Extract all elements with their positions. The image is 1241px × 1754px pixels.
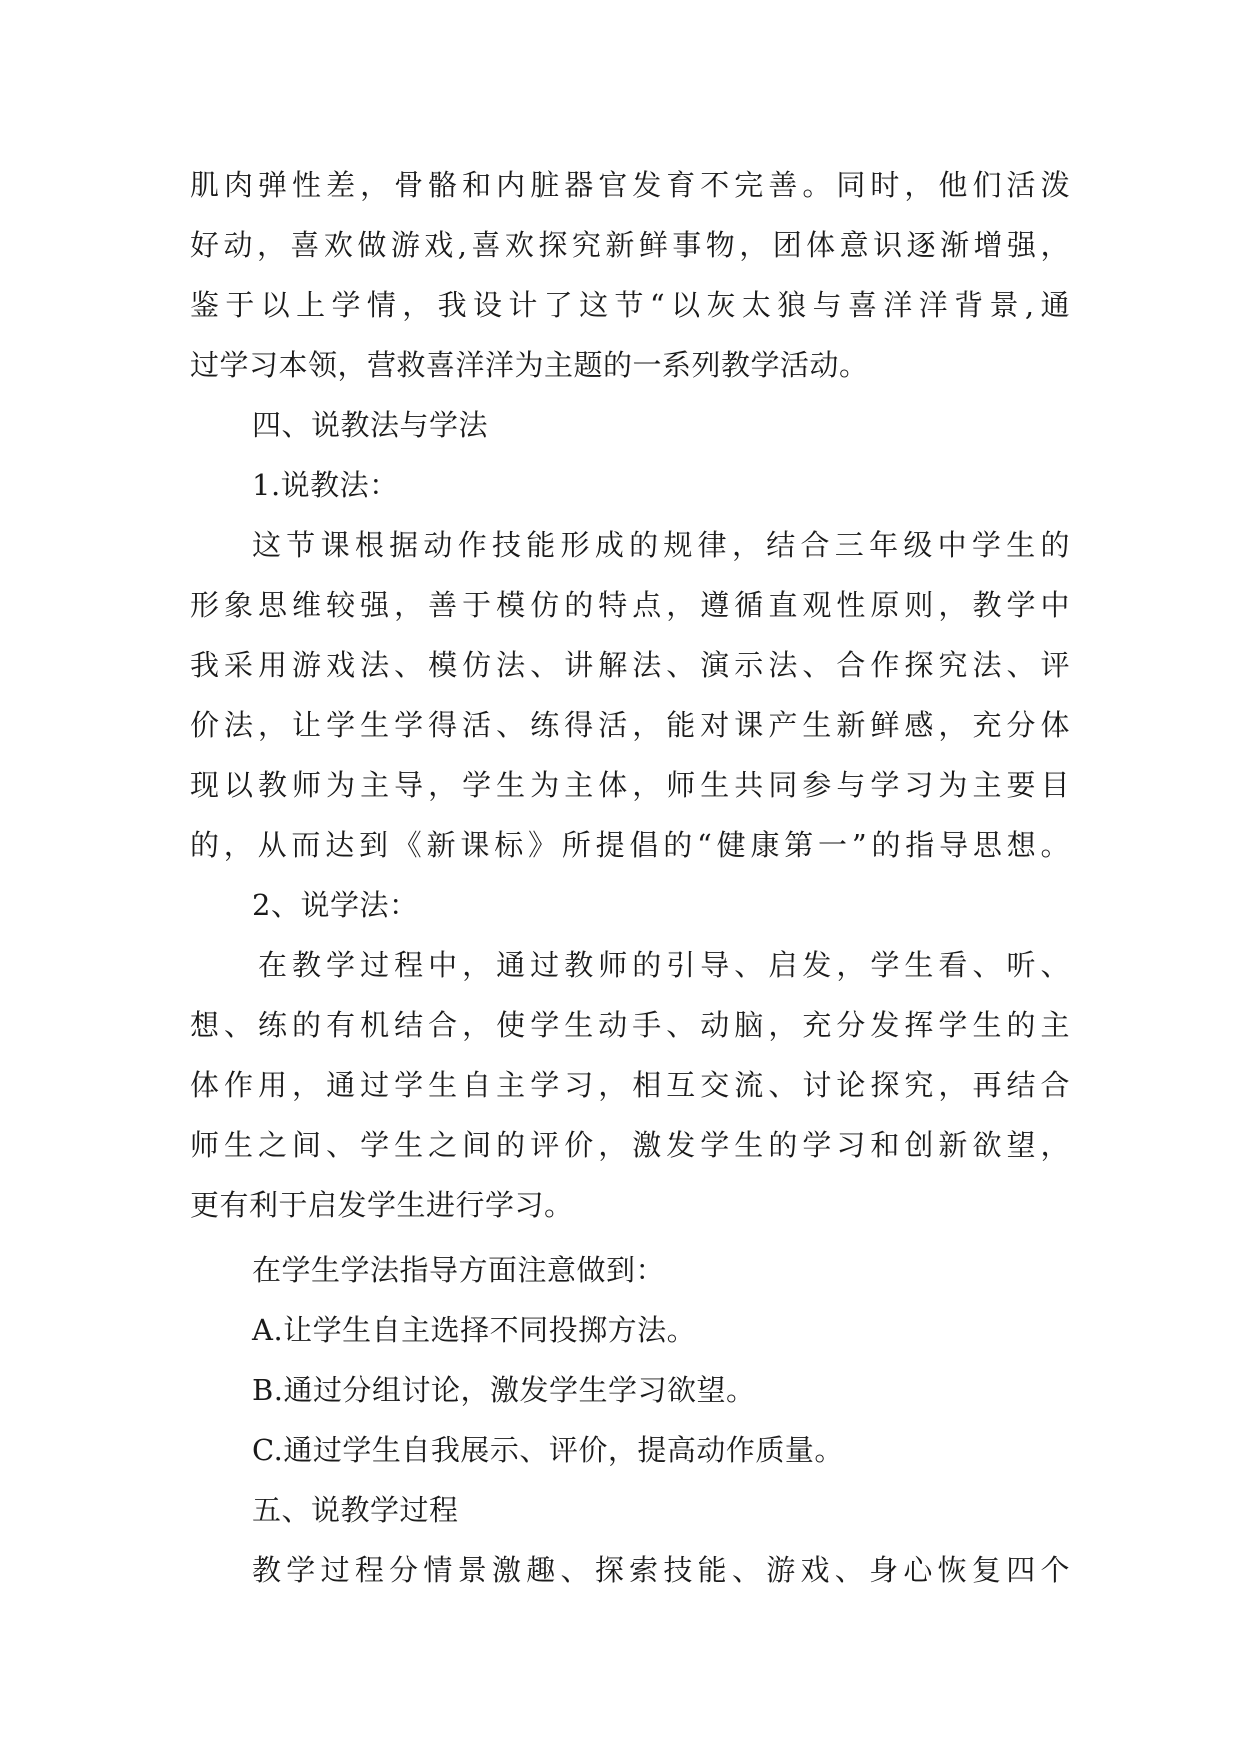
text-line: 现以教师为主导，学生为主体，师生共同参与学习为主要目 [190,768,1070,802]
list-item: B.通过分组讨论，激发学生学习欲望。 [252,1373,756,1407]
text-line: 形象思维较强，善于模仿的特点，遵循直观性原则，教学中 [190,588,1070,622]
text-line: 在教学过程中，通过教师的引导、启发，学生看、听、 [258,948,1070,982]
list-item: A.让学生自主选择不同投掷方法。 [252,1313,697,1347]
text-line: 这节课根据动作技能形成的规律，结合三年级中学生的 [252,528,1070,562]
text-line: 好动，喜欢做游戏,喜欢探究新鲜事物，团体意识逐渐增强， [190,228,1070,262]
subsection-heading: 2、说学法： [252,888,419,922]
text-line: 的，从而达到《新课标》所提倡的“健康第一”的指导思想。 [190,828,1070,862]
text-line: 师生之间、学生之间的评价，激发学生的学习和创新欲望， [190,1128,1070,1162]
text-line: 价法，让学生学得活、练得活，能对课产生新鲜感，充分体 [190,708,1070,742]
text-line: 肌肉弹性差，骨骼和内脏器官发育不完善。同时，他们活泼 [190,168,1070,202]
subsection-heading: 1.说教法： [252,468,399,502]
text-line: 教学过程分情景激趣、探索技能、游戏、身心恢复四个 [252,1553,1070,1587]
text-line: 更有利于启发学生进行学习。 [190,1188,574,1222]
text-line: 在学生学法指导方面注意做到： [252,1253,666,1287]
text-line: 鉴于以上学情，我设计了这节“以灰太狼与喜洋洋背景,通 [190,288,1070,322]
list-item: C.通过学生自我展示、评价，提高动作质量。 [252,1433,844,1467]
text-line: 我采用游戏法、模仿法、讲解法、演示法、合作探究法、评 [190,648,1070,682]
text-line: 体作用，通过学生自主学习，相互交流、讨论探究，再结合 [190,1068,1070,1102]
section-heading: 五、说教学过程 [252,1493,459,1527]
text-line: 想、练的有机结合，使学生动手、动脑，充分发挥学生的主 [190,1008,1070,1042]
text-line: 过学习本领，营救喜洋洋为主题的一系列教学活动。 [190,348,869,382]
section-heading: 四、说教法与学法 [252,408,489,442]
